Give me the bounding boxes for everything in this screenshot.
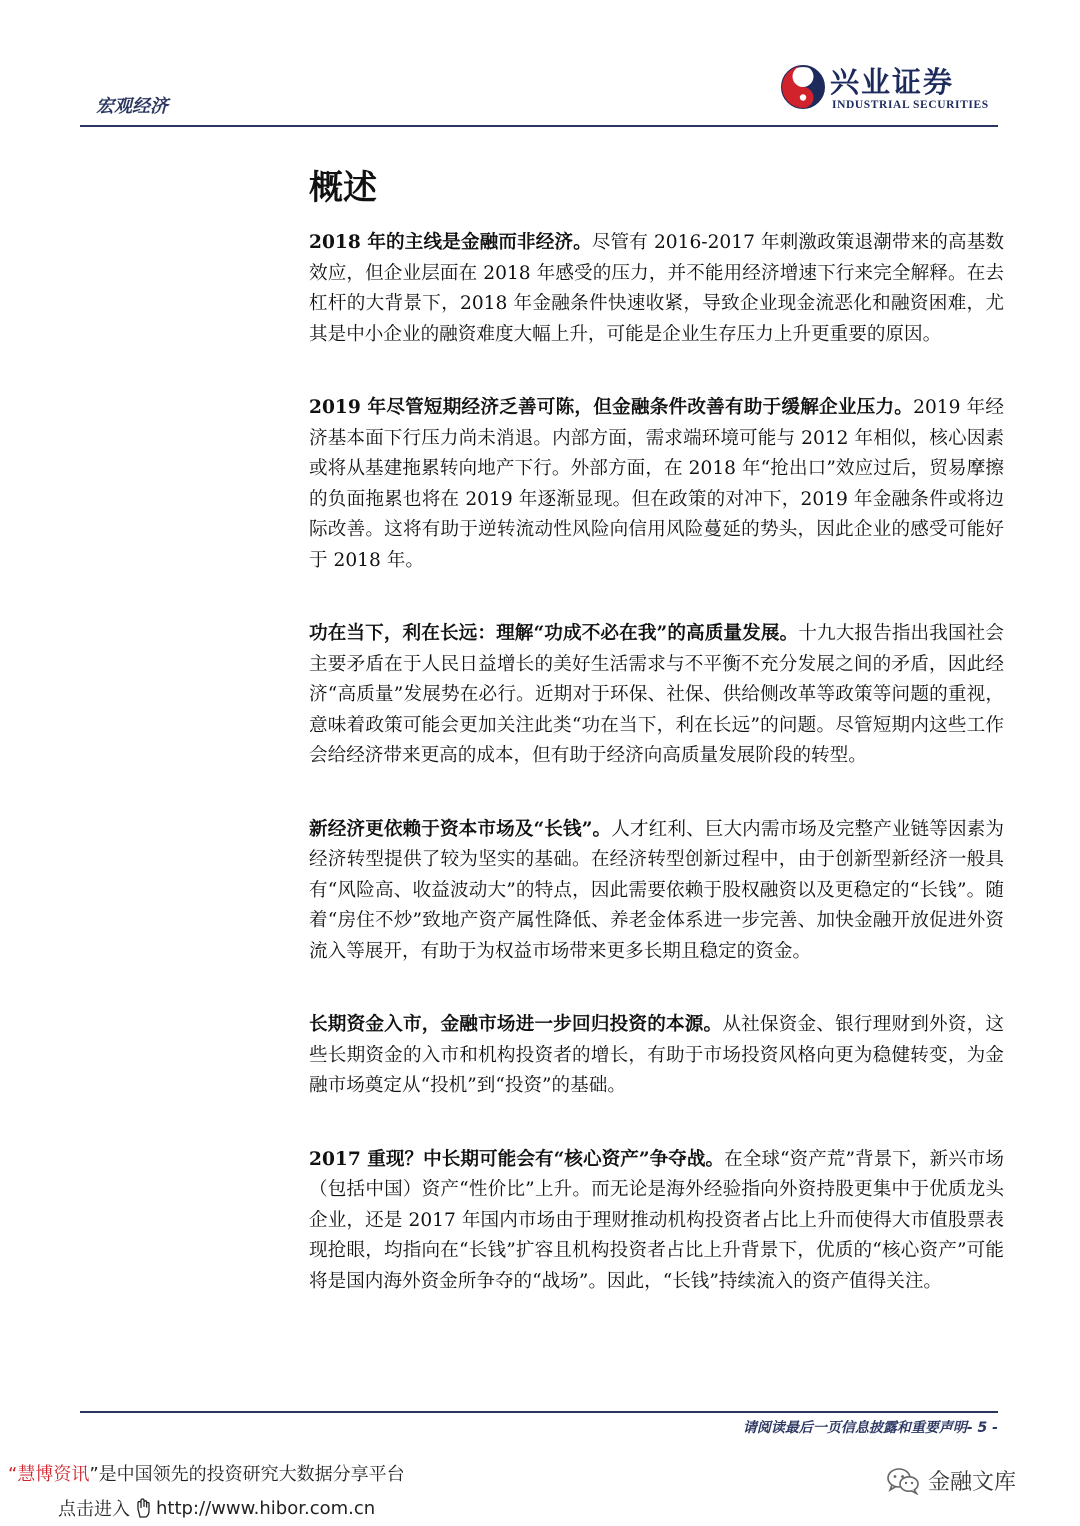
header-section-label: 宏观经济 <box>96 96 168 117</box>
watermark-tagline-text: 是中国领先的投资研究大数据分享平台 <box>98 1464 405 1485</box>
paragraph-4 <box>309 815 1004 968</box>
section-title: 概述 <box>309 168 377 208</box>
paragraph-lead: 新经济更依赖于资本市场及“长钱”。 <box>309 818 612 840</box>
paragraph-lead: 长期资金入市，金融市场进一步回归投资的本源。 <box>309 1014 723 1035</box>
header-divider <box>80 125 998 127</box>
wechat-account-name: 金融文库 <box>928 1470 1017 1495</box>
enter-label: 点击进入 <box>58 1499 130 1520</box>
watermark-brand: 慧博资讯 <box>17 1464 90 1485</box>
paragraph-2 <box>309 393 1004 576</box>
paragraph-5 <box>309 1010 1004 1102</box>
paragraph-lead: 2019 年尽管短期经济乏善可陈，但金融条件改善有助于缓解企业压力。 <box>309 397 914 418</box>
logo-english-name: INDUSTRIAL SECURITIES <box>832 99 989 111</box>
paragraph-body: 十九大报告指出我国社会主要矛盾在于人民日益增长的美好生活需求与不平衡不充分发展之间的矛盾，因此经济“高质量”发展势在必行。近期对于环保、社保、供给侧改革等政策等问题的重视，意味着政策可能会更加关注此类“功在当下，利在长远”的问题。尽管短期内这些工作会给经济带来更高的成本，但有助于经济向高质量发展阶段的转型。 <box>309 623 1004 766</box>
footer-divider <box>80 1411 998 1413</box>
paragraph-body: 尽管有 2016-2017 年刺激政策退潮带来的高基数效应，但企业层面在 2018 年感受的压力，并不能用经济增速下行来完全解释。在去杠杆的大背景下，2018 年金融条件快速收紧，导致企业现金流恶化和融资困难，尤其是中小企业的融资难度大幅上升，可能是企业生存压力上升更重要的原因。 <box>309 232 1004 345</box>
paragraph-body: 2019 年经济基本面下行压力尚未消退。内部方面，需求端环境可能与 2012 年相似，核心因素或将从基建拖累转向地产下行。外部方面，在 2018 年“抢出口”效应过后，贸易摩擦的负面拖累也将在 2019 年逐渐显现。但在政策的对冲下，2019 年金融条件或将边际改善。这将有助于逆转流动性风险向信用风险蔓延的势头，因此企业的感受可能好于 2018 年。 <box>309 397 1004 571</box>
paragraph-3 <box>309 619 1004 772</box>
footer-disclaimer <box>743 1417 998 1437</box>
wechat-icon <box>886 1467 920 1495</box>
disclaimer-text: 请阅读最后一页信息披露和重要声明 <box>742 1420 967 1436</box>
paragraph-body: 从社保资金、银行理财到外资，这些长期资金的入市和机构投资者的增长，有助于市场投资风格向更为稳健转变，为金融市场奠定从“投机”到“投资”的基础。 <box>309 1014 1004 1096</box>
pointer-hand-icon <box>132 1497 154 1519</box>
paragraph-body: 人才红利、巨大内需市场及完整产业链等因素为经济转型提供了较为坚实的基础。在经济转型创新过程中，由于创新型新经济一般具有“风险高、收益波动大”的特点，因此需要依赖于股权融资以及更稳定的“长钱”。随着“房住不炒”致地产资产属性降低、养老金体系进一步完善、加快金融开放促进外资流入等展开，有助于为权益市场带来更多长期且稳定的资金。 <box>309 818 1004 962</box>
watermark-url[interactable]: http://www.hibor.com.cn <box>156 1497 376 1519</box>
paragraph-lead: 2018 年的主线是金融而非经济。 <box>309 232 592 253</box>
wechat-account <box>886 1465 1016 1496</box>
watermark-tagline <box>8 1460 405 1486</box>
paragraph-body: 在全球“资产荒”背景下，新兴市场（包括中国）资产“性价比”上升。而无论是海外经验指向外资持股更集中于优质龙头企业，还是 2017 年国内市场由于理财推动机构投资者占比上升而使得大市值股票表现抢眼，均指向在“长钱”扩容且机构投资者占比上升背景下，优质的“核心资产”可能将是国内海外资金所争夺的“战场”。因此，“长钱”持续流入的资产值得关注。 <box>309 1148 1005 1292</box>
watermark-link[interactable] <box>58 1495 375 1521</box>
watermark-quote-open: “ <box>8 1464 18 1485</box>
page-number: - 5 - <box>966 1420 998 1436</box>
paragraph-1 <box>309 228 1004 350</box>
main-content <box>309 228 1004 1340</box>
company-logo <box>780 58 1000 118</box>
paragraph-lead: 功在当下，利在长远：理解“功成不必在我”的高质量发展。 <box>309 623 799 644</box>
paragraph-lead: 2017 重现？中长期可能会有“核心资产”争夺战。 <box>309 1148 725 1170</box>
logo-chinese-name: 兴业证券 <box>830 65 955 99</box>
watermark-quote-close: ” <box>89 1464 99 1485</box>
paragraph-6 <box>309 1145 1004 1298</box>
swirl-logo-icon <box>780 64 826 110</box>
